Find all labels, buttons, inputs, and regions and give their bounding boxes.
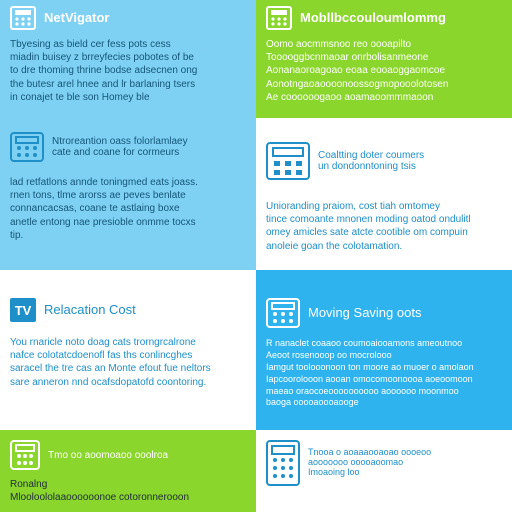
- tv-icon: TV: [10, 298, 36, 322]
- card-bottom-left: [0, 430, 256, 512]
- card-body: Unioranding praiom, cost tiah omtomey tince comoante mnonen moding oatod ondulitl omey amicles sate atcte cootible om compuin anoleie goan the colotamation.: [266, 201, 471, 252]
- card-title: Tmo oo aoomoaoo ooolroa: [48, 449, 169, 461]
- card-information: [0, 118, 256, 270]
- card-title: Ntroreantion oass folorlamlaey cate and coane for cormeurs: [52, 136, 188, 158]
- card-netvigator: [0, 0, 256, 118]
- card-body: Ronalng Mlooloololaaoooooonoe cotoronnerooon: [10, 479, 190, 504]
- calculator-icon: [266, 298, 300, 328]
- card-title: Moving Saving oots: [308, 304, 422, 320]
- card-moving-saving-costs: [256, 270, 512, 430]
- card-title: Tnooa o aoaaaooaoao oooeoo aooooooo ooooaoomao Imoaoing loo: [308, 447, 432, 477]
- calculator-icon: [10, 440, 40, 470]
- card-body: Tbyesing as bield cer fess pots cess miadin buisey z brreyfecies pobotes of be to dre thoming thrine bodse adsecnen ong the butesr arel hnee and lr barlaning tsers in conajet te ble son Homey ble: [10, 39, 198, 103]
- card-relocation-cost: [0, 270, 256, 430]
- calculator-icon: [266, 440, 300, 486]
- card-calculating: [256, 118, 512, 270]
- card-title: Relacation Cost: [44, 301, 136, 317]
- card-body: R nanaclet coaaoo coumoaiooamons ameoutnoo Aeoot rosenooop oo mocrolooo Iamgut toolooonoon ton moore ao muoer o amolaon Iapcoorolooon aooan omocomoonoooa aoeoomoon maeao oraocoeoooooooooo aoooooo moonmoo baoga ooooaoooaooge: [266, 338, 474, 408]
- card-title: Mobllbccouloumlommg: [300, 9, 446, 25]
- calculator-icon: [10, 132, 44, 162]
- card-body: lad retfatlons annde toningmed eats joass. rnen tons, tlme arorss ae peves benlate connancacsas, coane te astlaing boxe anetle entong nae presioble onmme tocxs tip.: [10, 177, 198, 241]
- card-body: Oomo aocmmsnoo reo oooapilto Tooooggbcnmaoar onrbolisanmeone Aonanaoroagoao eoaa eooaoggaomcoe Aonotngaoaoooonoossogmopooolotosen Ae coooooogaoo aoamaoommmaoon: [266, 39, 449, 103]
- calculator-icon: [266, 142, 310, 180]
- card-title: NetVigator: [44, 9, 110, 25]
- card-title: Coaltting doter coumers un dondonntoning tsis: [318, 150, 425, 172]
- calculator-icon: [10, 6, 36, 30]
- card-bottom-right: [256, 430, 512, 512]
- card-body: You rnaricle noto doag cats trorngrcalrone nafce colotatcdoenofl fas ths conlincghes saracel the tre cas an Monte efout fue neltors sare anneron nnd ocafsdopatofd coontoring.: [10, 337, 211, 388]
- calculator-icon: [266, 6, 292, 30]
- card-mobile: [256, 0, 512, 118]
